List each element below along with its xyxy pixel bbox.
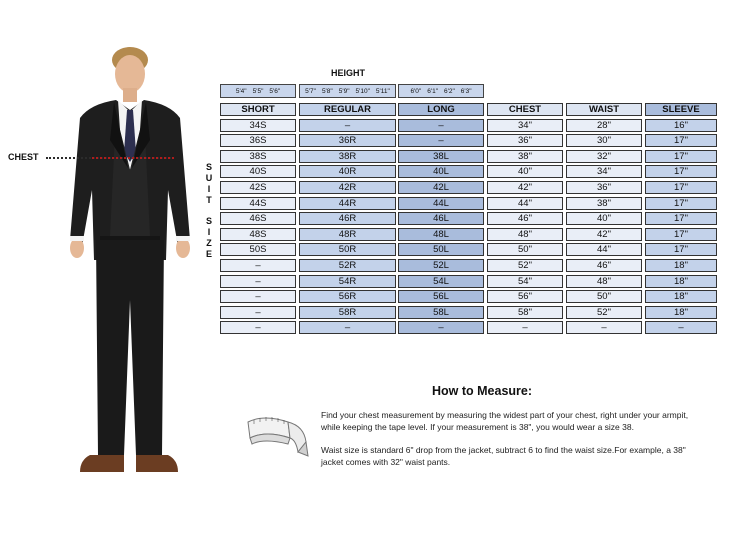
table-cell-regular: 56R bbox=[299, 290, 396, 303]
table-cell-long: 52L bbox=[398, 259, 484, 272]
table-cell-chest: 50" bbox=[487, 243, 563, 256]
height-value: 5'7" bbox=[305, 87, 316, 95]
table-cell-short: 36S bbox=[220, 134, 296, 147]
table-cell-sleeve: 17" bbox=[645, 228, 717, 241]
table-cell-short: 44S bbox=[220, 197, 296, 210]
height-group-long bbox=[398, 84, 484, 98]
table-cell-long: 56L bbox=[398, 290, 484, 303]
table-cell-waist: 30" bbox=[566, 134, 642, 147]
how-to-measure-title: How to Measure: bbox=[432, 384, 533, 398]
table-cell-short: – bbox=[220, 290, 296, 303]
table-cell-sleeve: 18" bbox=[645, 306, 717, 319]
table-cell-short: 40S bbox=[220, 165, 296, 178]
height-title: HEIGHT bbox=[331, 68, 366, 78]
measure-instructions-chest: Find your chest measurement by measuring the widest part of your chest, right under your armpit, while keeping the tape level. If your measurement is 38", you would wear a size 38. bbox=[321, 410, 689, 432]
table-cell-regular: 40R bbox=[299, 165, 396, 178]
column-header-regular: REGULAR bbox=[299, 103, 396, 116]
table-cell-short: – bbox=[220, 321, 296, 334]
height-value: 5'9" bbox=[338, 87, 350, 95]
table-cell-waist: 52" bbox=[566, 306, 642, 319]
table-cell-sleeve: 18" bbox=[645, 259, 717, 272]
table-cell-long: 46L bbox=[398, 212, 484, 225]
table-cell-regular: 42R bbox=[299, 181, 396, 194]
table-cell-short: – bbox=[220, 259, 296, 272]
height-value: 6'3" bbox=[460, 87, 472, 95]
suit-size-vertical-label bbox=[203, 162, 215, 260]
table-cell-waist: 40" bbox=[566, 212, 642, 225]
table-cell-long: – bbox=[398, 134, 484, 147]
table-cell-chest: 52" bbox=[487, 259, 563, 272]
table-cell-long: 50L bbox=[398, 243, 484, 256]
height-value: 5'10" bbox=[355, 87, 370, 95]
table-cell-regular: 58R bbox=[299, 306, 396, 319]
table-cell-regular: 48R bbox=[299, 228, 396, 241]
table-cell-chest: 48" bbox=[487, 228, 563, 241]
table-cell-regular: 38R bbox=[299, 150, 396, 163]
measuring-tape-icon bbox=[244, 412, 316, 460]
table-cell-waist: 50" bbox=[566, 290, 642, 303]
table-cell-regular: 44R bbox=[299, 197, 396, 210]
table-cell-waist: 32" bbox=[566, 150, 642, 163]
table-cell-short: 46S bbox=[220, 212, 296, 225]
table-cell-waist: 34" bbox=[566, 165, 642, 178]
table-cell-long: 38L bbox=[398, 150, 484, 163]
table-cell-chest: 40" bbox=[487, 165, 563, 178]
suit-size-letter: S bbox=[205, 216, 212, 226]
table-cell-sleeve: 16" bbox=[645, 119, 717, 132]
table-cell-sleeve: – bbox=[645, 321, 717, 334]
table-cell-short: – bbox=[220, 275, 296, 288]
suit-size-letter: E bbox=[205, 249, 212, 259]
column-header-short: SHORT bbox=[220, 103, 296, 116]
suit-size-gap bbox=[203, 206, 215, 216]
table-cell-chest: 38" bbox=[487, 150, 563, 163]
column-header-long: LONG bbox=[398, 103, 484, 116]
height-group-regular bbox=[299, 84, 396, 98]
table-cell-chest: 44" bbox=[487, 197, 563, 210]
height-value: 6'1" bbox=[427, 87, 438, 95]
table-cell-waist: 38" bbox=[566, 197, 642, 210]
table-cell-short: 50S bbox=[220, 243, 296, 256]
table-cell-chest: 56" bbox=[487, 290, 563, 303]
column-header-waist: WAIST bbox=[566, 103, 642, 116]
table-cell-waist: 28" bbox=[566, 119, 642, 132]
measure-instructions-waist: Waist size is standard 6" drop from the jacket, subtract 6 to find the waist size.For example, a 38" jacket comes with 32" waist pants. bbox=[321, 445, 686, 467]
suit-size-letter: Z bbox=[206, 238, 212, 248]
table-cell-long: 54L bbox=[398, 275, 484, 288]
table-cell-regular: 36R bbox=[299, 134, 396, 147]
height-value: 5'6" bbox=[269, 87, 281, 95]
table-cell-sleeve: 17" bbox=[645, 197, 717, 210]
table-cell-waist: 46" bbox=[566, 259, 642, 272]
table-cell-long: 44L bbox=[398, 197, 484, 210]
table-cell-sleeve: 17" bbox=[645, 243, 717, 256]
height-value: 5'8" bbox=[321, 87, 333, 95]
table-cell-waist: 36" bbox=[566, 181, 642, 194]
table-cell-sleeve: 17" bbox=[645, 150, 717, 163]
column-header-chest: CHEST bbox=[487, 103, 563, 116]
table-cell-sleeve: 17" bbox=[645, 212, 717, 225]
table-cell-short: – bbox=[220, 306, 296, 319]
table-cell-sleeve: 17" bbox=[645, 181, 717, 194]
table-cell-sleeve: 17" bbox=[645, 165, 717, 178]
table-cell-chest: 42" bbox=[487, 181, 563, 194]
table-cell-sleeve: 18" bbox=[645, 290, 717, 303]
table-cell-chest: 36" bbox=[487, 134, 563, 147]
chest-label: CHEST bbox=[8, 152, 39, 162]
table-cell-regular: 52R bbox=[299, 259, 396, 272]
table-cell-regular: 46R bbox=[299, 212, 396, 225]
table-cell-long: 40L bbox=[398, 165, 484, 178]
table-cell-sleeve: 17" bbox=[645, 134, 717, 147]
table-cell-chest: 34" bbox=[487, 119, 563, 132]
table-cell-sleeve: 18" bbox=[645, 275, 717, 288]
table-cell-chest: – bbox=[487, 321, 563, 334]
table-cell-regular: 54R bbox=[299, 275, 396, 288]
suit-size-letter: I bbox=[207, 184, 211, 194]
table-cell-long: 48L bbox=[398, 228, 484, 241]
suit-size-letter: U bbox=[205, 173, 213, 183]
table-cell-long: – bbox=[398, 321, 484, 334]
table-cell-waist: 42" bbox=[566, 228, 642, 241]
table-cell-short: 42S bbox=[220, 181, 296, 194]
table-cell-waist: 48" bbox=[566, 275, 642, 288]
table-cell-long: – bbox=[398, 119, 484, 132]
height-value: 5'4" bbox=[235, 87, 247, 95]
table-cell-regular: – bbox=[299, 119, 396, 132]
table-cell-chest: 46" bbox=[487, 212, 563, 225]
table-cell-short: 38S bbox=[220, 150, 296, 163]
table-cell-regular: 50R bbox=[299, 243, 396, 256]
table-cell-chest: 58" bbox=[487, 306, 563, 319]
suit-size-letter: T bbox=[206, 195, 212, 205]
table-cell-waist: 44" bbox=[566, 243, 642, 256]
height-group-short bbox=[220, 84, 296, 98]
table-cell-short: 48S bbox=[220, 228, 296, 241]
table-cell-chest: 54" bbox=[487, 275, 563, 288]
column-header-sleeve: SLEEVE bbox=[645, 103, 717, 116]
suit-model-illustration bbox=[50, 40, 210, 490]
suit-size-letter: S bbox=[205, 162, 212, 172]
suit-size-letter: I bbox=[207, 227, 211, 237]
height-value: 6'0" bbox=[410, 87, 422, 95]
table-cell-regular: – bbox=[299, 321, 396, 334]
table-cell-long: 58L bbox=[398, 306, 484, 319]
height-value: 5'11" bbox=[375, 87, 390, 95]
height-value: 6'2" bbox=[444, 87, 455, 95]
table-cell-short: 34S bbox=[220, 119, 296, 132]
chest-dotted-line-red bbox=[92, 157, 174, 159]
height-value: 5'5" bbox=[252, 87, 264, 95]
table-cell-waist: – bbox=[566, 321, 642, 334]
table-cell-long: 42L bbox=[398, 181, 484, 194]
